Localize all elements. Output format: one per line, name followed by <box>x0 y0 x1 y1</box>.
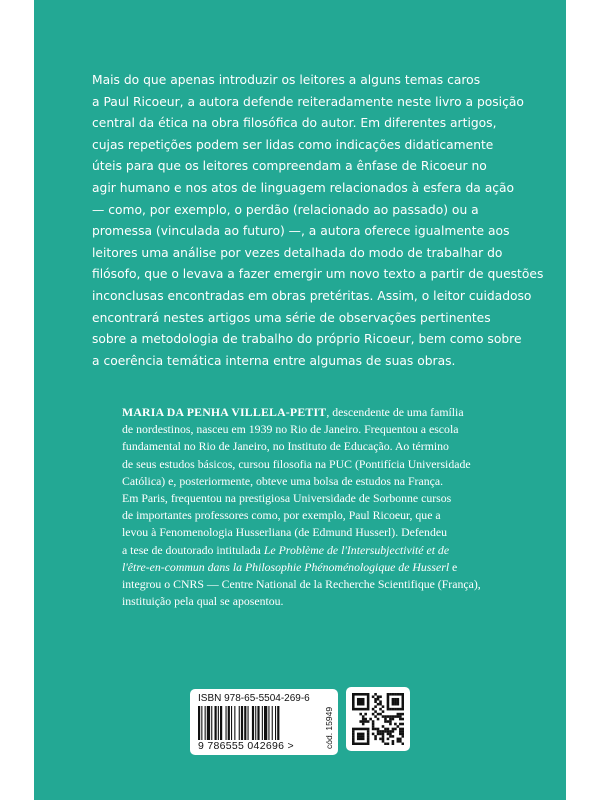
synopsis-line: inconclusas encontradas em obras pretéritas. Assim, o leitor cuidadoso <box>92 288 532 303</box>
author-bio <box>122 404 522 610</box>
bio-lines-a <box>122 421 522 541</box>
synopsis-line: a coerência temática interna entre algumas de suas obras. <box>92 353 456 368</box>
thesis-title-1: Le Problème de l'Intersubjectivité et de <box>263 542 450 557</box>
qr-code <box>346 687 410 751</box>
bio-thesis-intro: a tese de doutorado intitulada <box>122 542 261 557</box>
bio-line: Em Paris, frequentou na prestigiosa Universidade de Sorbonne cursos <box>122 491 452 506</box>
barcode-icon <box>198 706 318 740</box>
bio-line: integrou o CNRS — Centre National de la Recherche Scientifique (França), <box>122 577 481 592</box>
bio-line: instituição pela qual se aposentou. <box>122 594 284 609</box>
qr-code-icon <box>352 693 404 745</box>
synopsis-line: promessa (vinculada ao futuro) —, a autora oferece igualmente aos <box>92 224 510 239</box>
bio-line: Católica) e, posteriormente, obteve uma bolsa de estudos na França. <box>122 473 444 488</box>
bio-line: de importantes professores como, por exemplo, Paul Ricoeur, que a <box>122 508 441 523</box>
synopsis-line: úteis para que os leitores compreendam a ênfase de Ricoeur no <box>92 159 487 174</box>
product-code: cód. 15949 <box>324 706 334 749</box>
bio-line: de nordestinos, nasceu em 1939 no Rio de Janeiro. Frequentou a escola <box>122 422 459 437</box>
synopsis-line: sobre a metodologia de trabalho do próprio Ricoeur, bem como sobre <box>92 332 522 347</box>
bio-line: levou à Fenomenologia Husserliana (de Edmund Husserl). Defendeu <box>122 525 447 540</box>
synopsis-line: encontrará nestes artigos uma série de observações pertinentes <box>92 310 491 325</box>
synopsis-line: leitores uma análise por vezes detalhada do modo de trabalhar do <box>92 245 503 260</box>
synopsis-line: Mais do que apenas introduzir os leitores a alguns temas caros <box>92 73 481 87</box>
synopsis-line: filósofo, que o levava a fazer emergir um novo texto a partir de questões <box>92 267 544 282</box>
barcode-number: 9 786555 042696 > <box>198 740 294 752</box>
isbn-text: ISBN 978-65-5504-269-6 <box>198 693 310 704</box>
bio-line <box>122 559 522 576</box>
synopsis-line: a Paul Ricoeur, a autora defende reiteradamente neste livro a posição <box>92 94 524 109</box>
synopsis-line: cujas repetições podem ser lidas como indicações didaticamente <box>92 137 494 152</box>
bio-line <box>122 404 522 421</box>
author-name: MARIA DA PENHA VILLELA-PETIT <box>122 405 327 419</box>
synopsis-text <box>92 70 544 372</box>
thesis-title-2: l'être-en-commun dans la Philosophie Phénoménologique de Husserl <box>122 559 450 574</box>
bio-lines-b <box>122 576 522 610</box>
synopsis-line: central da ética na obra filosófica do autor. Em diferentes artigos, <box>92 116 497 131</box>
bio-line: de seus estudos básicos, cursou filosofia na PUC (Pontifícia Universidade <box>122 456 471 471</box>
barcode-label <box>190 689 338 755</box>
bio-line <box>122 542 522 559</box>
bio-line-rest: , descendente de uma família <box>326 405 464 419</box>
synopsis-line: agir humano e nos atos de linguagem relacionados à esfera da ação <box>92 180 515 195</box>
bio-line: fundamental no Rio de Janeiro, no Instituto de Educação. Ao término <box>122 439 449 454</box>
bio-after-title: e <box>449 559 458 574</box>
synopsis-line: — como, por exemplo, o perdão (relacionado ao passado) ou a <box>92 202 479 217</box>
